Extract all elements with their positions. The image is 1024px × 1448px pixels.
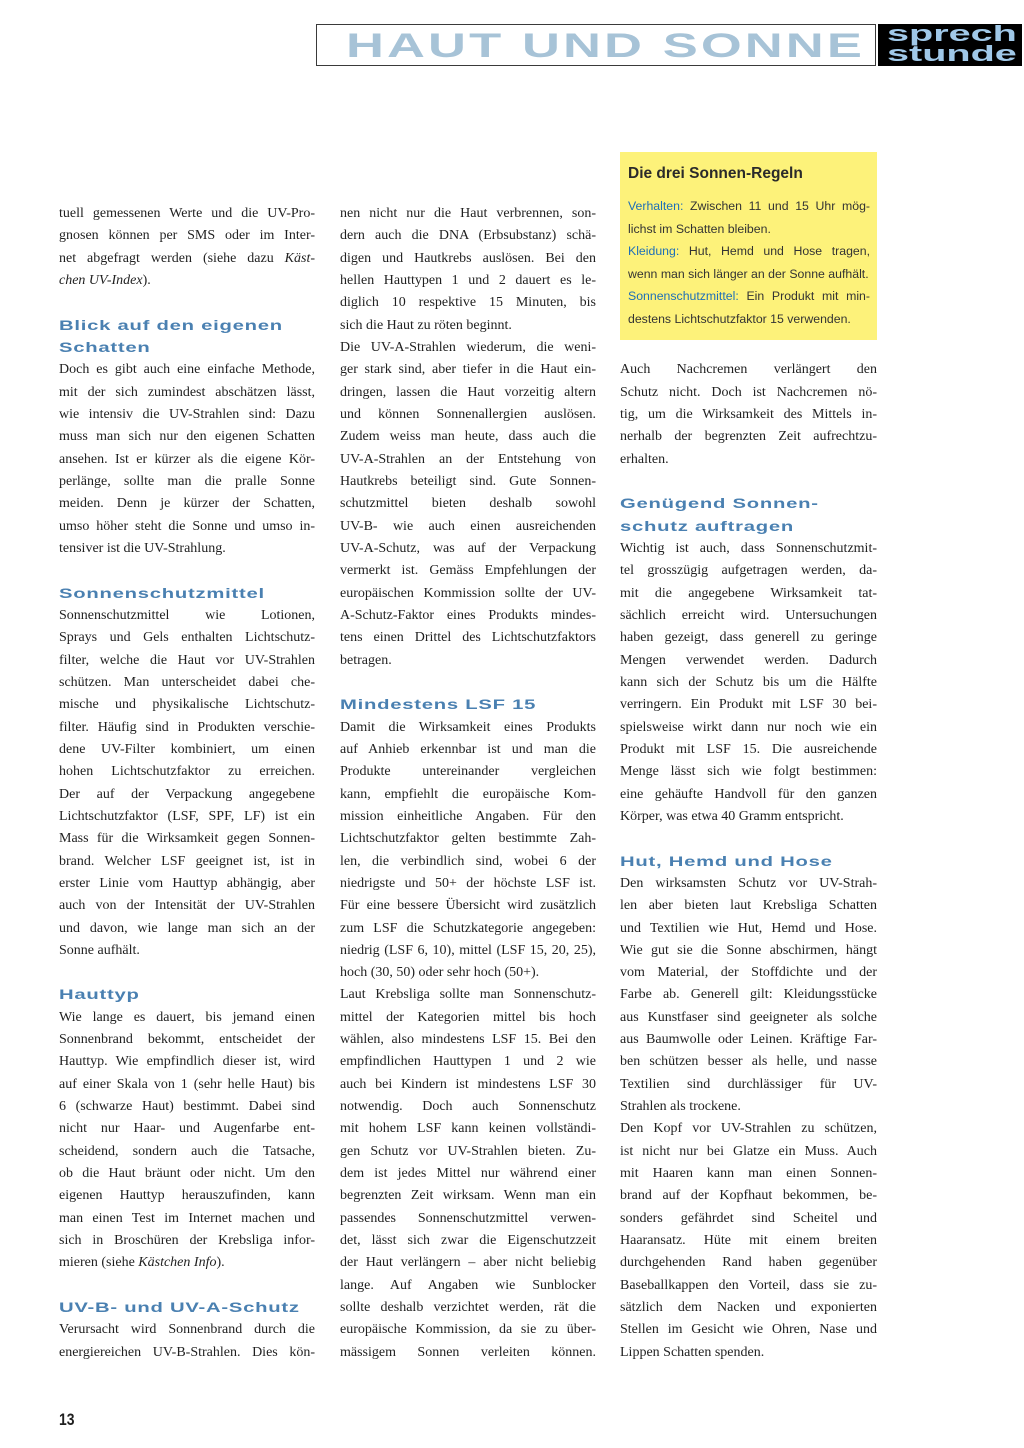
section-heading-line <box>59 1297 315 1319</box>
text-line: spielsweise wirkt dann nur noch wie ein <box>620 719 877 735</box>
text-line: sollte deshalb verzichtet werden, rät die <box>340 1300 596 1316</box>
info-box-rule-text: wenn man sich länger an der Sonne aufhält. <box>628 266 869 281</box>
info-box-rule-text: Zwischen 11 und 15 Uhr mög- <box>690 199 870 213</box>
text-line: perlänge, sollte man die pralle Sonne <box>59 473 315 489</box>
text-line <box>59 1252 315 1274</box>
info-box-rule-label: Sonnenschutzmittel: <box>628 289 739 304</box>
text-line: len, die verbindlich sind, wobei 6 der <box>340 853 596 869</box>
text-line: Wie gut sie die Sonne abschirmen, hängt <box>620 942 877 958</box>
text-line: passendes Sonnenschutzmittel verwen- <box>340 1210 596 1226</box>
text-line: Haaransatz. Hüte mit einem breiten <box>620 1233 877 1249</box>
text-line: mit die angegebene Wirksamkeit tat- <box>620 585 877 601</box>
text-line: UV-A-Schutz, was auf der Verpackung <box>340 540 596 556</box>
text-line: eine gehäufte Handvoll für den ganzen <box>620 786 877 802</box>
italic-text-run: chen UV-Index <box>59 272 143 288</box>
text-line: dem ist jedes Mittel nur während einer <box>340 1166 596 1182</box>
italic-text-run: Kästchen Info <box>138 1255 217 1271</box>
section-heading-text: Mindestens LSF 15 <box>340 697 537 713</box>
text-line: verringern. Ein Produkt mit LSF 30 bei- <box>620 697 877 713</box>
info-box-rule-label: Verhalten: <box>628 199 684 213</box>
paragraph <box>340 984 596 1364</box>
text-line: Produkte untereinander vergleichen <box>340 764 596 780</box>
text-line: det, lässt sich zwar die Eigenschutzzeit <box>340 1233 596 1249</box>
text-line: Farbe ab. Generell gilt: Kleidungsstücke <box>620 987 877 1003</box>
text-line: A-Schutz-Faktor eines Produkts mindes- <box>340 607 596 623</box>
paragraph <box>59 605 315 962</box>
text-line: kann sich der Schutz bis um die Hälfte <box>620 674 877 690</box>
text-line: Den wirksamsten Schutz vor UV-Strah- <box>620 875 877 891</box>
info-box-rule-line <box>628 285 870 308</box>
text-line: Hauttyp. Wie empfindlich dieser ist, wird <box>59 1054 315 1070</box>
section-heading <box>620 851 877 873</box>
text-line: mässigem Sonnen verleiten können. <box>340 1344 596 1360</box>
italic-text-run: Käst- <box>284 250 315 266</box>
text-line: notwendig. Doch auch Sonnenschutz <box>340 1099 596 1115</box>
section-heading-text: Genügend Sonnen- <box>620 496 819 512</box>
section-heading-line <box>340 694 596 716</box>
info-box-rule-text: Hut, Hemd und Hose tragen, <box>688 244 870 259</box>
text-line: erster Linie vom Hauttyp abhängig, aber <box>59 875 315 891</box>
text-run: net abgefragt werden (siehe dazu <box>59 250 285 266</box>
info-box-rule-text: lichst im Schatten bleiben. <box>628 221 771 236</box>
info-box-rule-line <box>628 263 870 286</box>
text-line: nen nicht nur die Haut verbrennen, son- <box>340 206 596 221</box>
text-line: und können Sonnenallergien auslösen. <box>340 406 596 422</box>
text-line: Lippen Schatten spenden. <box>620 1344 765 1360</box>
text-line: Auch Nachcremen verlängert den <box>620 362 877 378</box>
text-line: energiereichen UV-B-Strahlen. Dies kön- <box>59 1344 315 1360</box>
text-line: Mengen verwendet werden. Dadurch <box>620 652 877 668</box>
paragraph <box>620 873 877 1119</box>
text-line: vom Material, der Stoffdichte und der <box>620 965 877 981</box>
text-line: eigenen Hauttyp herauszufinden, kann <box>59 1188 315 1204</box>
text-line: Zudem weiss man heute, dass auch die <box>340 429 596 445</box>
text-line: brand. Welcher LSF geeignet ist, ist in <box>59 853 315 869</box>
text-line: tig, um die Wirksamkeit des Mittels in- <box>620 406 877 422</box>
text-column-3 <box>620 359 877 1364</box>
section-heading-line <box>620 851 877 873</box>
text-line: sich in Broschüren der Krebsliga infor- <box>59 1233 315 1249</box>
section-heading <box>620 493 877 538</box>
text-line: niedrig (LSF 6, 10), mittel (LSF 15, 20, 25), <box>340 942 596 958</box>
text-line: dern auch die DNA (Erbsubstanz) schä- <box>340 228 596 244</box>
text-line: man einen Test im Internet machen und <box>59 1210 315 1226</box>
text-line: lange. Auf Angaben wie Sunblocker <box>340 1277 596 1293</box>
text-line: Wichtig ist auch, dass Sonnenschutzmit- <box>620 540 877 556</box>
text-line: Für eine bessere Übersicht wird zusätzlich <box>340 898 596 914</box>
text-line: mit hohem LSF kann keinen vollständi- <box>340 1121 596 1137</box>
text-line: ger stark sind, aber tiefer in die Haut ein- <box>340 362 596 378</box>
text-line: mit der sich zumindest abschätzen lässt, <box>59 384 315 400</box>
text-line: Sonnenbrand bekommt, entscheidet der <box>59 1032 315 1048</box>
text-line: zum LSF die Schutzkategorie angegeben: <box>340 920 596 936</box>
paragraph <box>59 1319 315 1364</box>
section-heading-line <box>59 984 315 1006</box>
paragraph <box>340 717 596 985</box>
info-box-sun-rules <box>620 152 877 340</box>
text-line: Produkt mit LSF 15. Die ausreichende <box>620 741 877 757</box>
paragraph <box>59 203 315 292</box>
section-title-box <box>316 24 876 66</box>
section-heading <box>59 315 315 360</box>
section-heading-line <box>620 516 877 538</box>
info-box-rule-line <box>628 240 870 263</box>
section-heading-line <box>59 337 315 359</box>
text-line: Sonne aufhält. <box>59 942 140 958</box>
section-heading-line <box>59 583 315 605</box>
text-run: mieren (siehe <box>59 1255 139 1271</box>
text-line: tel grosszügig aufgetragen werden, da- <box>620 563 877 579</box>
text-line: Stellen im Gesicht wie Ohren, Nase und <box>620 1322 877 1338</box>
info-box-rule-line <box>628 308 870 331</box>
text-line: meiden. Denn je kürzer der Schatten, <box>59 496 315 512</box>
text-line: auch bei Kindern ist mindestens LSF 30 <box>340 1076 596 1092</box>
text-line: schützen. Man unterscheidet dabei che- <box>59 674 315 690</box>
info-box-rule <box>628 240 870 285</box>
text-line: Körper, was etwa 40 Gramm entspricht. <box>620 808 844 824</box>
section-heading-text: Sonnenschutzmittel <box>59 585 265 601</box>
text-line <box>59 270 315 292</box>
text-line: Lichtschutzfaktor (LSF, SPF, LF) ist ein <box>59 808 315 824</box>
text-line: Menge lässt sich wie folgt bestimmen: <box>620 764 877 780</box>
paragraph <box>340 337 596 672</box>
text-line: Damit die Wirksamkeit eines Produkts <box>340 719 596 735</box>
text-line: hoch (30, 50) oder sehr hoch (50+). <box>340 965 540 981</box>
text-line: len aber bieten laut Krebsliga Schatten <box>620 898 877 914</box>
text-line: aus Kunstfaser sind geeigneter als solche <box>620 1009 877 1025</box>
text-line: Lichtschutzfaktor gelten bestimmte Zah- <box>340 831 596 847</box>
text-run: ). <box>142 272 151 288</box>
paragraph <box>59 1007 315 1275</box>
section-title: HAUT UND SONNE <box>346 27 865 65</box>
text-run: ). <box>216 1255 225 1271</box>
info-box-title: Die drei Sonnen-Regeln <box>628 165 803 182</box>
text-line: erhalten. <box>620 451 669 467</box>
text-line: UV-A-Strahlen an der Entstehung von <box>340 451 596 467</box>
section-heading <box>59 1297 315 1319</box>
section-heading-text: Blick auf den eigenen <box>59 317 283 333</box>
info-box-rule-line <box>628 195 870 218</box>
text-line: hellen Hauttypen 1 und 2 dauert es le- <box>340 272 596 288</box>
text-line: Baseballkappen den Vorteil, dass sie zu- <box>620 1277 877 1293</box>
text-column-1 <box>59 203 315 1364</box>
paragraph <box>620 359 877 471</box>
text-line: und davon, wie lange man sich an der <box>59 920 315 936</box>
text-line: haben gezeigt, dass generell zu geringe <box>620 630 877 646</box>
text-line: auf Anhieb erkennbar ist und man die <box>340 741 596 757</box>
section-heading-line <box>59 315 315 337</box>
text-line: auf einer Skala von 1 (sehr helle Haut) bis <box>59 1076 315 1092</box>
info-box-rule-label: Kleidung: <box>628 244 680 259</box>
paragraph <box>620 538 877 828</box>
text-line: nerhalb der begrenzten Zeit aufrechtzu- <box>620 429 877 445</box>
text-line: Der auf der Verpackung angegebene <box>59 786 315 802</box>
text-line: ist nicht nur bei Glatze ein Muss. Auch <box>620 1143 877 1159</box>
section-heading <box>340 694 596 716</box>
text-line: tens einen Drittel des Lichtschutzfaktors <box>340 630 596 646</box>
text-line: und Textilien wie Hut, Hemd und Hose. <box>620 920 877 936</box>
text-line: Sonnenschutzmittel wie Lotionen, <box>59 607 315 623</box>
text-line: empfindlichen Hauttypen 1 und 2 wie <box>340 1054 596 1070</box>
text-line: wählen, also mindestens LSF 15. Bei den <box>340 1032 596 1048</box>
text-line: Strahlen als trockene. <box>620 1099 741 1115</box>
page-number: 13 <box>59 1410 75 1429</box>
text-line: Die UV-A-Strahlen wiederum, die weni- <box>340 339 596 355</box>
text-line: UV-B- wie auch einen ausreichenden <box>340 518 596 534</box>
text-line: der Haut verlängern – aber nicht beliebig <box>340 1255 596 1271</box>
text-line: gnosen können per SMS oder im Inter- <box>59 228 315 244</box>
text-line: umso höher steht die Sonne und umso in- <box>59 518 315 534</box>
info-box-rule <box>628 195 870 240</box>
text-line: vermerkt ist. Gemäss Empfehlungen der <box>340 563 596 579</box>
text-line: Doch es gibt auch eine einfache Methode, <box>59 362 315 378</box>
text-line: europäischen Kommission sollte der UV- <box>340 585 596 601</box>
info-box-rule-line <box>628 218 870 241</box>
text-line: mit Haaren kann man einen Sonnen- <box>620 1166 877 1182</box>
text-line: gen Schutz vor UV-Strahlen bieten. Zu- <box>340 1143 596 1159</box>
text-line: mission einheitliche Angaben. Für den <box>340 808 596 824</box>
text-line: Hautkrebs beteiligt sind. Gute Sonnen- <box>340 473 596 489</box>
section-heading-text: Hauttyp <box>59 987 140 1003</box>
info-box-rule-text: destens Lichtschutzfaktor 15 verwenden. <box>628 311 851 326</box>
text-line: filter. Häufig sind in Produkten verschie- <box>59 719 315 735</box>
text-line: tuell gemessenen Werte und die UV-Pro- <box>59 206 315 221</box>
section-heading-text: Schatten <box>59 339 151 355</box>
text-line: Mass für die Wirksamkeit gegen Sonnen- <box>59 831 315 847</box>
text-line: mittel der Kategorien mittel bis hoch <box>340 1009 596 1025</box>
text-line: sätzlich dem Nacken und exponierten <box>620 1300 877 1316</box>
section-heading-text: schutz auftragen <box>620 518 795 534</box>
text-line: europäische Kommission, da sie zu über- <box>340 1322 596 1338</box>
text-line: 6 (schwarze Haut) bestimmt. Dabei sind <box>59 1099 315 1115</box>
text-line: digen und Hautkrebs auslösen. Bei den <box>340 250 596 266</box>
text-line: sächlich erreicht wird. Untersuchungen <box>620 607 877 623</box>
text-column-2 <box>340 203 596 1364</box>
text-line <box>59 248 315 270</box>
paragraph <box>59 359 315 560</box>
info-box-rule-text: Ein Produkt mit min- <box>746 289 870 304</box>
text-line: Wie lange es dauert, bis jemand einen <box>59 1009 315 1025</box>
text-line: schutzmittel bieten deshalb sowohl <box>340 496 596 512</box>
text-line: scheidend, sondern auch die Tatsache, <box>59 1143 315 1159</box>
section-heading-line <box>620 493 877 515</box>
text-line: tensiver ist die UV-Strahlung. <box>59 540 226 556</box>
text-line: begrenzten Zeit wirksam. Wenn man ein <box>340 1188 596 1204</box>
text-line: dene UV-Filter kombiniert, um einen <box>59 741 315 757</box>
text-line: sich die Haut zu röten beginnt. <box>340 317 512 333</box>
text-line: ob die Haut bräunt oder nicht. Um den <box>59 1166 315 1182</box>
section-heading-text: UV-B- und UV-A-Schutz <box>59 1300 300 1316</box>
text-line: durchgehenden Rand haben gegenüber <box>620 1255 877 1271</box>
section-heading <box>59 984 315 1006</box>
text-line: ansehen. Ist er kürzer als die eigene Kör- <box>59 451 315 467</box>
text-line: Laut Krebsliga sollte man Sonnenschutz- <box>340 987 596 1003</box>
text-line: auch von der Intensität der UV-Strahlen <box>59 898 315 914</box>
text-line: Textilien sind durchlässiger für UV- <box>620 1076 877 1092</box>
text-line: sonders gefährdet sind Scheitel und <box>620 1210 877 1226</box>
badge-line-bottom: stunde <box>887 41 1017 66</box>
badge-line-top: sprech <box>887 24 1017 46</box>
text-line: Verursacht wird Sonnenbrand durch die <box>59 1322 315 1338</box>
text-line: wie intensiv die UV-Strahlen sind: Dazu <box>59 406 315 422</box>
paragraph <box>620 1118 877 1364</box>
text-line: mische und physikalische Lichtschutz- <box>59 697 315 713</box>
section-heading <box>59 583 315 605</box>
section-heading-text: Hut, Hemd und Hose <box>620 853 833 869</box>
text-line: ben schützen besser als helle, und nasse <box>620 1054 877 1070</box>
text-line: niedrigste und 50+ der höchste LSF ist. <box>340 875 596 891</box>
text-line: muss man sich nur den eigenen Schatten <box>59 429 315 445</box>
text-line: hohen Lichtschutzfaktor zu erreichen. <box>59 764 315 780</box>
text-line: nicht nur Haar- und Augenfarbe ent- <box>59 1121 315 1137</box>
info-box-rules <box>628 195 870 331</box>
sprechstunde-badge <box>878 24 1022 66</box>
text-line: brand auf der Kopfhaut bekommen, be- <box>620 1188 877 1204</box>
text-line: betragen. <box>340 652 392 668</box>
text-line: dringen, lassen die Haut vorzeitig altern <box>340 384 596 400</box>
text-line: Schutz nicht. Doch ist Nachcremen nö- <box>620 384 877 400</box>
text-line: Sprays und Gels enthalten Lichtschutz- <box>59 630 315 646</box>
text-line: filter, welche die Haut vor UV-Strahlen <box>59 652 315 668</box>
info-box-rule <box>628 285 870 330</box>
text-line: aus Baumwolle oder Leinen. Kräftige Far- <box>620 1032 877 1048</box>
text-line: kann, empfiehlt die europäische Kom- <box>340 786 596 802</box>
text-line: Den Kopf vor UV-Strahlen zu schützen, <box>620 1121 877 1137</box>
paragraph <box>340 203 596 337</box>
text-line: diglich 10 respektive 15 Minuten, bis <box>340 295 596 311</box>
